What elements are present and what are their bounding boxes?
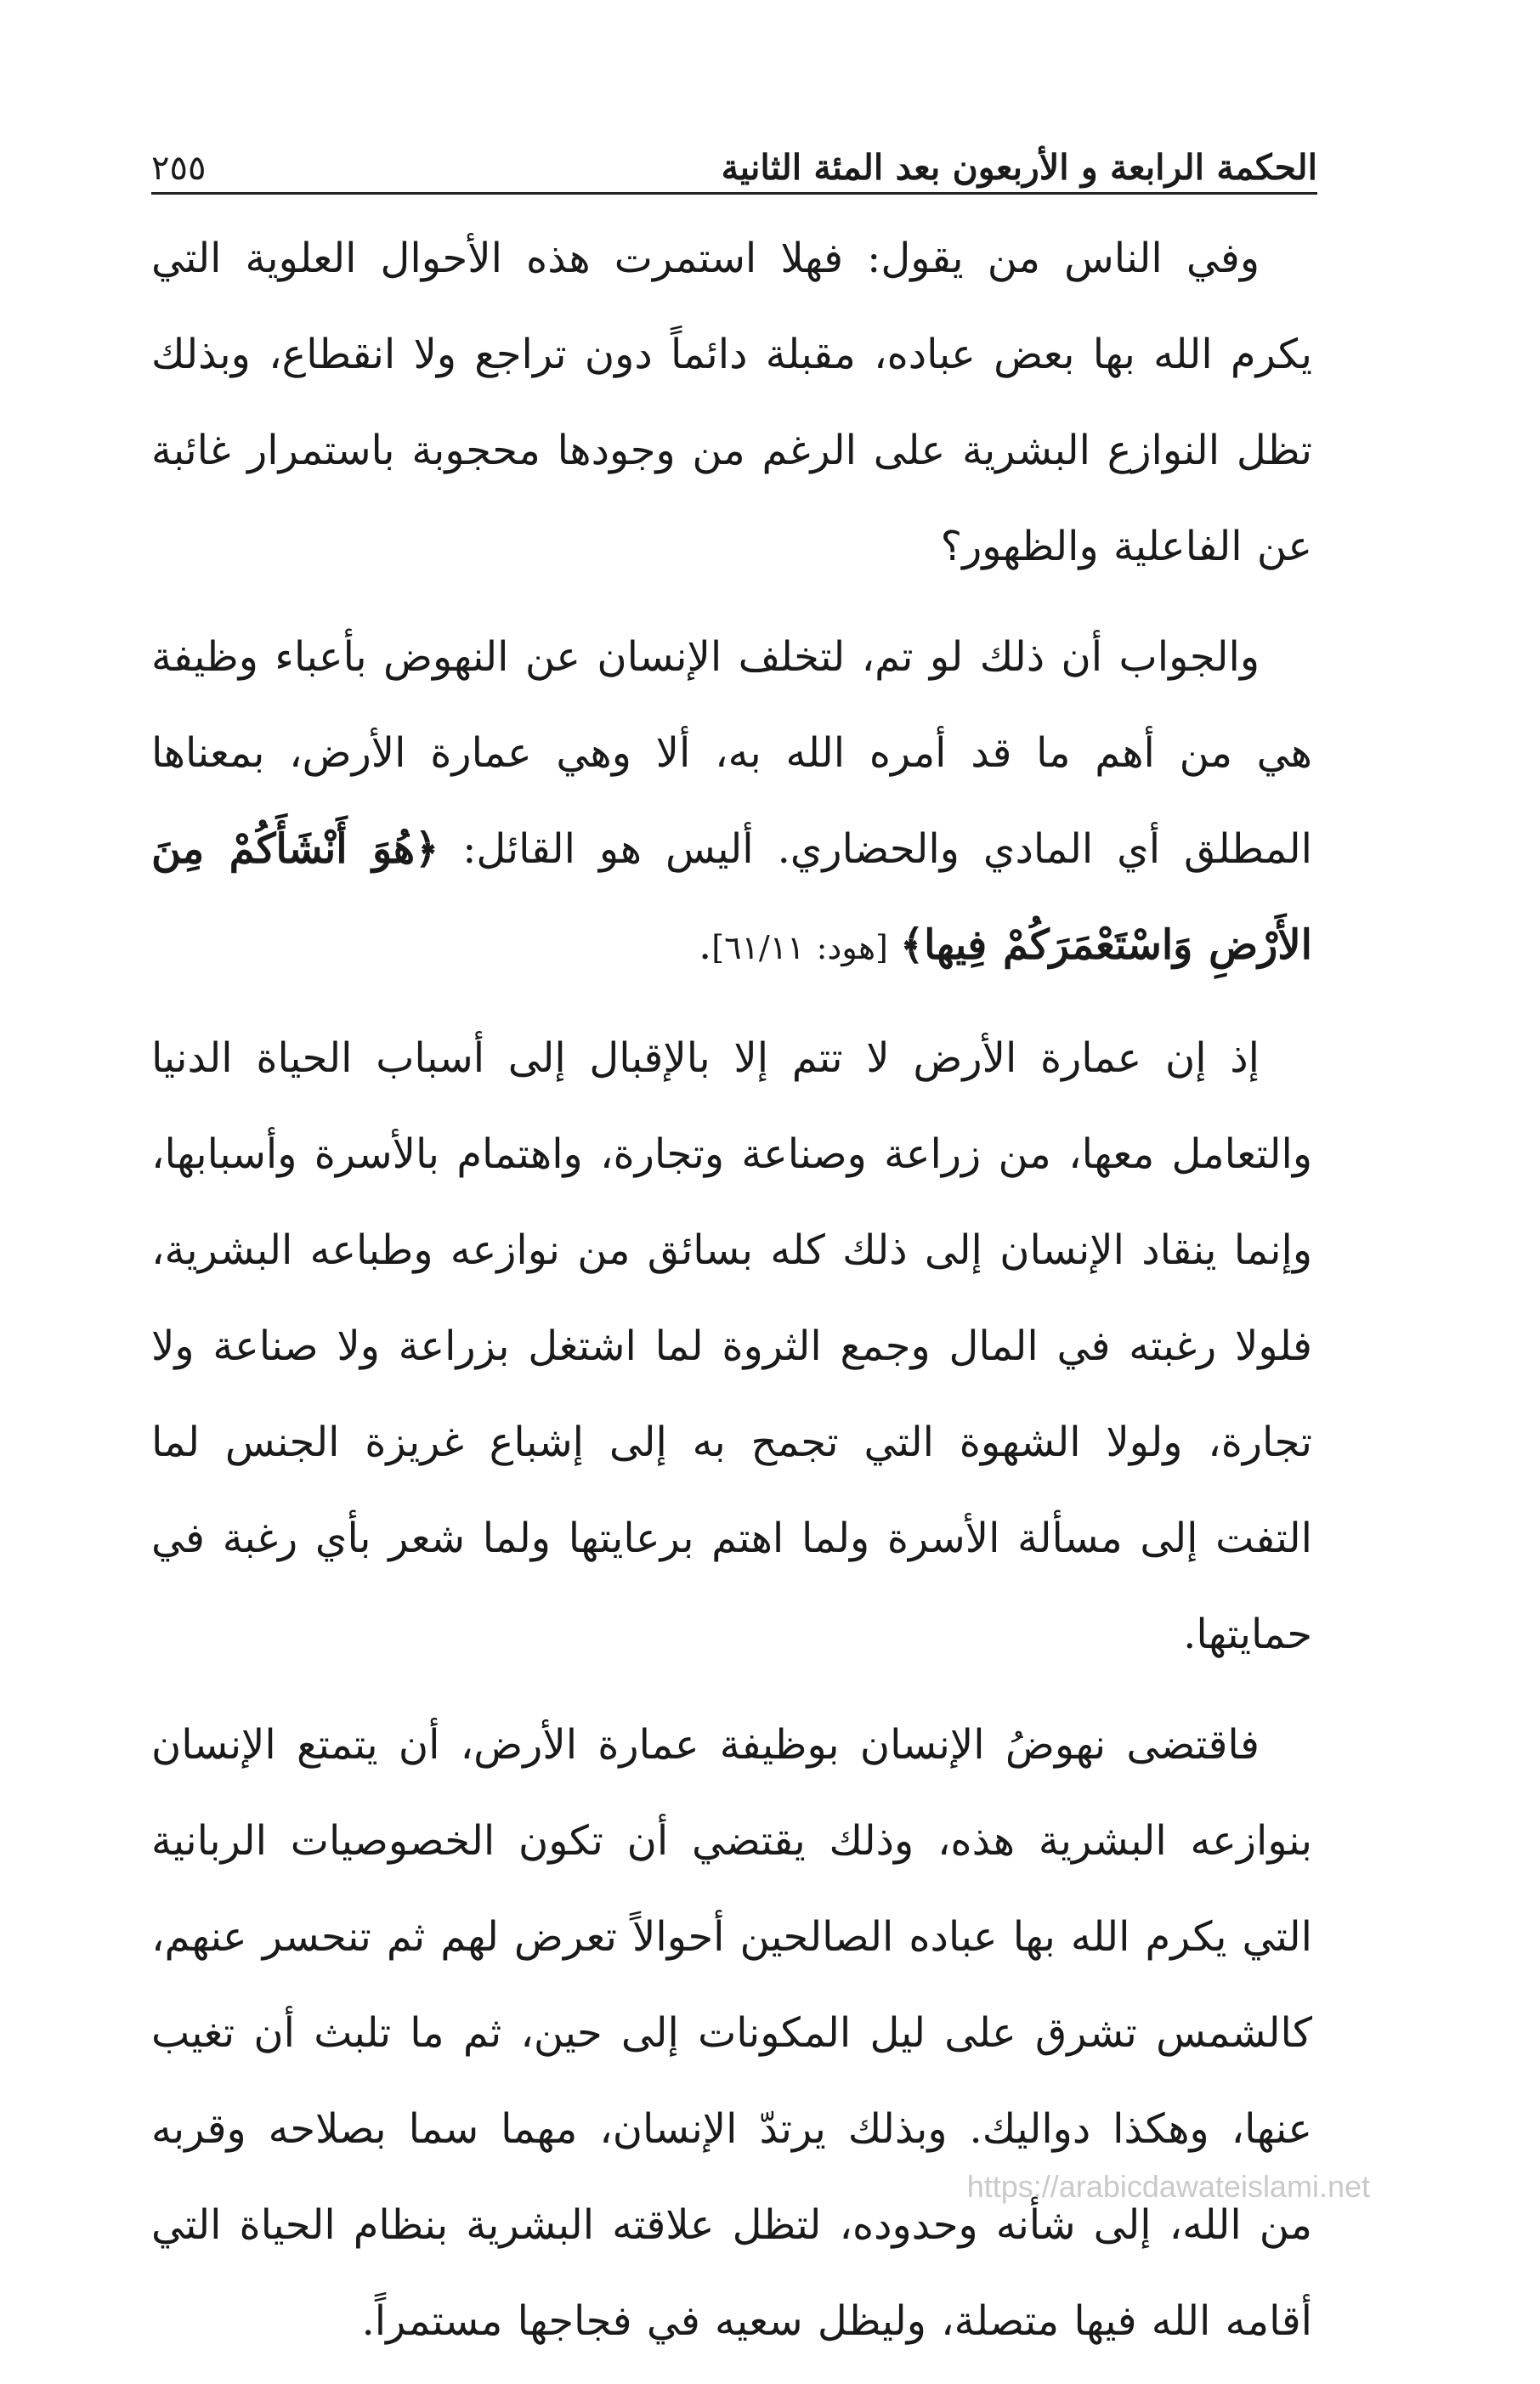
paragraph-3: إذ إن عمارة الأرض لا تتم إلا بالإقبال إلى أسباب الحياة الدنيا والتعامل معها، من زراعة وصناعة وتجارة، واهتمام بالأسرة وأسبابها، وإنما ينقاد الإنسان إلى ذلك كله بسائق من نوازعه وطباعه البشرية، فلولا رغبته في المال وجمع الثروة لما اشتغل بزراعة ولا صناعة ولا تجارة، ولولا الشهوة التي تجمح به إلى إشباع غريزة الجنس لما التفت إلى مسألة الأسرة ولما اهتم برعايتها ولما شعر بأي رغبة في حمايتها. [151,1034,1313,1658]
verse-citation: [هود: ٦١/١١] [711,929,900,966]
page-number: ٢٥٥ [151,149,207,188]
paragraph-2-text: والجواب أن ذلك لو تم، لتخلف الإنسان عن النهوض بأعباء وظيفة هي من أهم ما قد أمره الله به، ألا وهي عمارة الأرض، بمعناها المطلق أي المادي والحضاري. أليس هو القائل: [151,633,1313,873]
paragraph-4: فاقتضى نهوضُ الإنسان بوظيفة عمارة الأرض، أن يتمتع الإنسان بنوازعه البشرية هذه، وذلك يقتضي أن تكون الخصوصيات الربانية التي يكرم الله بها عباده الصالحين أحوالاً تعرض لهم ثم تنحسر عنهم، كالشمس تشرق على ليل المكونات إلى حين، ثم ما تلبث أن تغيب عنها، وهكذا دواليك. وبذلك يرتدّ الإنسان، مهما سما بصلاحه وقربه من الله، إلى شأنه وحدوده، لتظل علاقته البشرية بنظام الحياة التي أقامه الله فيها متصلة، وليظل سعيه في فجاجها مستمراً. [151,1721,1312,2345]
body-text [151,211,1312,2384]
paragraph-1: وفي الناس من يقول: فهلا استمرت هذه الأحوال العلوية التي يكرم الله بها بعض عباده، مقبلة دائماً دون تراجع ولا انقطاع، وبذلك تظل النوازع البشرية على الرغم من وجودها محجوبة باستمرار غائبة عن الفاعلية والظهور؟ [151,235,1312,570]
paragraph-2-end: . [699,921,712,969]
header-divider [151,192,1317,195]
paragraph-2 [151,609,1312,996]
running-header [151,126,1317,188]
quran-verse: ﴿هُوَ أَنْشَأَكُمْ مِنَ الأَرْضِ وَاسْتَعْمَرَكُمْ فِيها﴾ [151,825,1312,969]
watermark-url: https://arabicdawateislami.net [966,2169,1370,2204]
page-title: الحكمة الرابعة و الأربعون بعد المئة الثانية [721,147,1317,188]
